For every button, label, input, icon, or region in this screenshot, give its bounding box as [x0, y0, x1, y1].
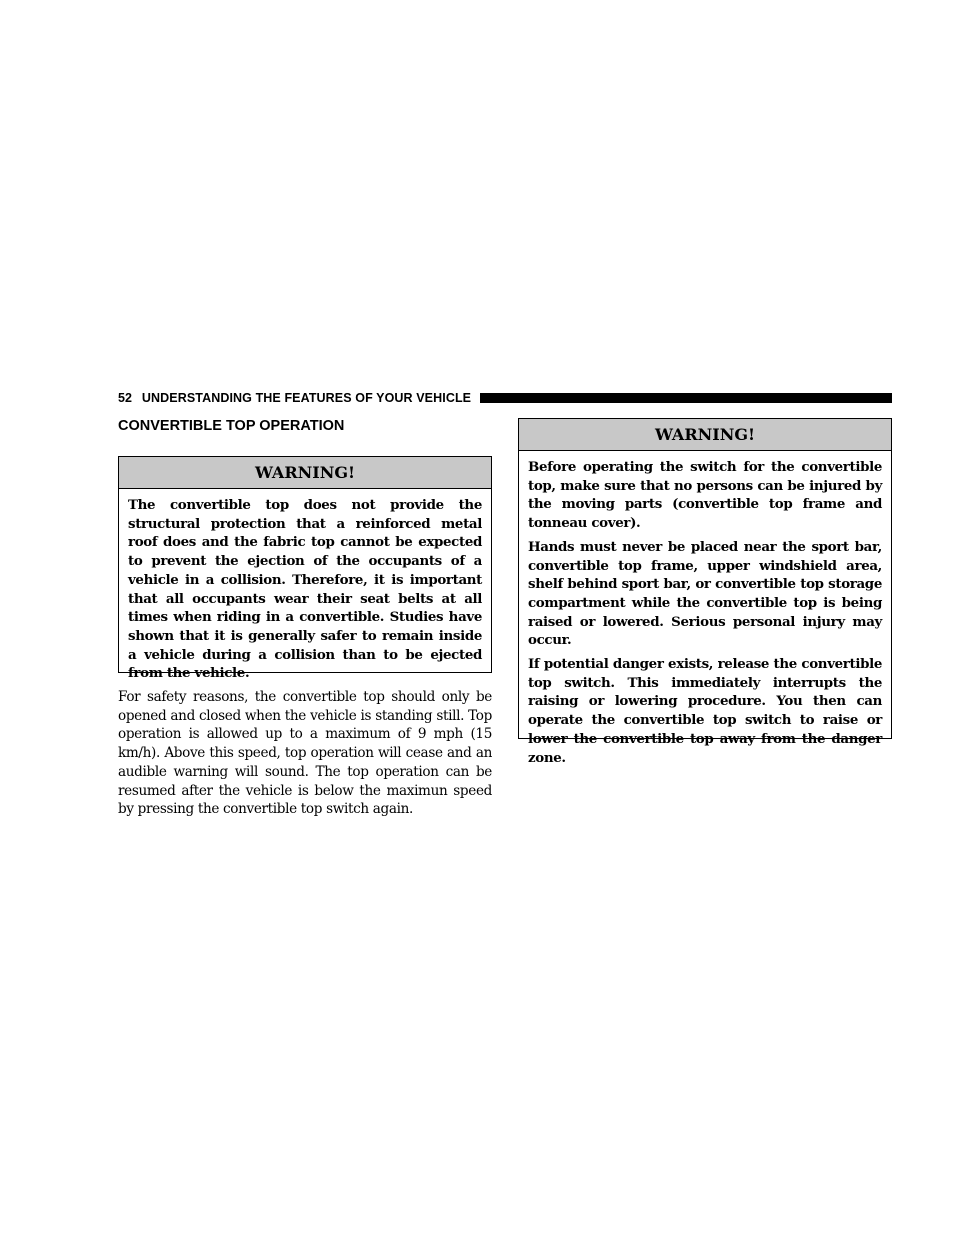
warning-box-right	[518, 418, 892, 766]
warning-box-left	[118, 456, 492, 682]
page-number: 52	[118, 391, 132, 405]
header-rule	[480, 393, 892, 403]
warning-paragraph: Before operating the switch for the convertible top, make sure that no persons can be injured by the moving parts (convertible top frame and tonneau cover).	[528, 459, 882, 532]
warning-heading: WARNING!	[519, 419, 891, 451]
warning-body	[519, 451, 891, 775]
warning-paragraph: If potential danger exists, release the convertible top switch. This immediately interrupts the raising or lowering procedure. You then can operate the convertible top switch to raise or lower the convertible top away from the danger zone.	[528, 656, 882, 766]
warning-paragraph: The convertible top does not provide the structural protection that a reinforced metal roof does and the fabric top cannot be expected to prevent the ejection of the occupants of a vehicle in a collision. Therefore, it is important that all occupants wear their seat belts at all times when riding in a convertible. Studies have shown that it is generally safer to remain inside a vehicle during a collision than to be ejected from the vehicle.	[128, 497, 482, 682]
section-title: CONVERTIBLE TOP OPERATION	[118, 418, 345, 434]
page-header	[118, 389, 892, 407]
warning-body	[119, 489, 491, 691]
warning-paragraph: Hands must never be placed near the sport bar, convertible top frame, upper windshield area, shelf behind sport bar, or convertible top storage compartment while the convertible top is being raised or lowered. Serious personal injury may occur.	[528, 538, 882, 649]
body-paragraph: For safety reasons, the convertible top should only be opened and closed when the vehicle is standing still. Top operation is allowed up to a maximum of 9 mph (15 km/h). Above this speed, top operation will cease and an audible warning will sound. The top operation can be resumed after the vehicle is below the maximun speed by pressing the convertible top switch again.	[118, 689, 492, 818]
warning-heading: WARNING!	[119, 457, 491, 489]
chapter-title: UNDERSTANDING THE FEATURES OF YOUR VEHICLE	[141, 391, 472, 405]
